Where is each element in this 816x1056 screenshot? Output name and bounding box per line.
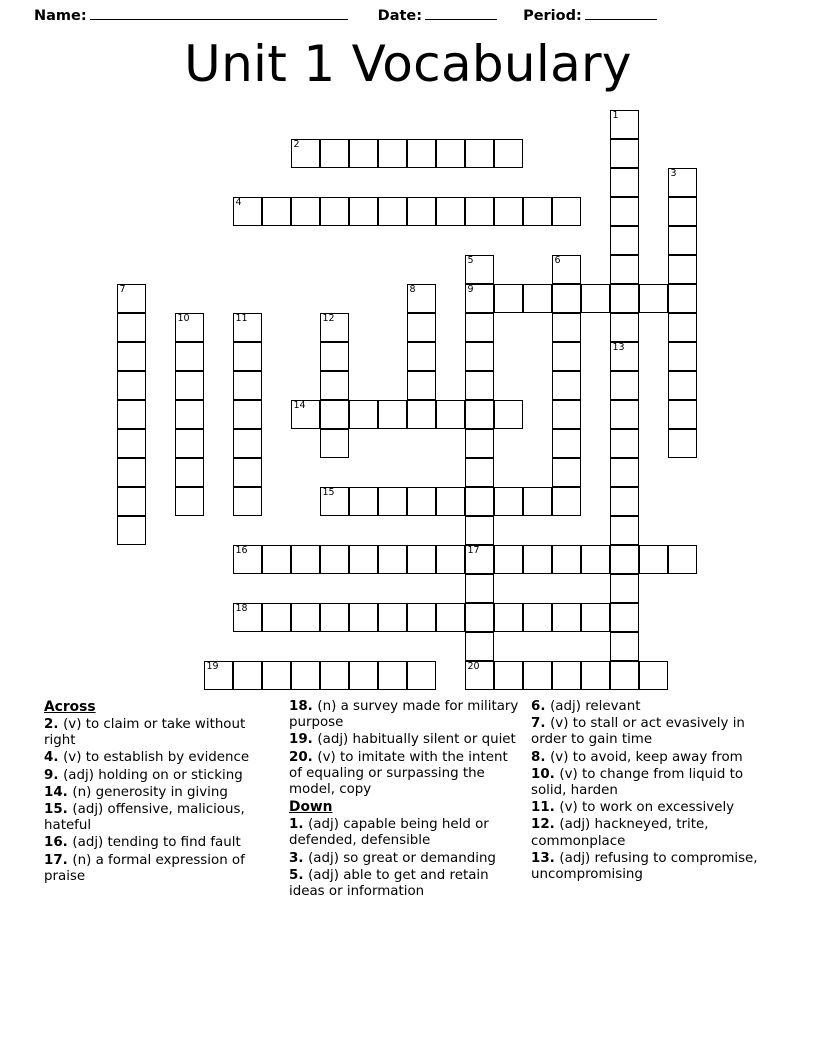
- crossword-cell[interactable]: [610, 313, 639, 342]
- crossword-cell[interactable]: [291, 139, 320, 168]
- crossword-cell-number: 20: [467, 661, 480, 672]
- crossword-cell[interactable]: [610, 255, 639, 284]
- clue-number: 8.: [531, 749, 551, 765]
- clue-number: 4.: [44, 750, 64, 766]
- crossword-cell[interactable]: [610, 632, 639, 661]
- crossword-cell[interactable]: [465, 632, 494, 661]
- crossword-cell[interactable]: [233, 458, 262, 487]
- crossword-cell[interactable]: [465, 139, 494, 168]
- crossword-cell-number: 12: [322, 313, 335, 324]
- crossword-cell[interactable]: [465, 429, 494, 458]
- crossword-cell[interactable]: [668, 429, 697, 458]
- clue-number: 11.: [531, 800, 560, 816]
- crossword-cell[interactable]: [581, 661, 610, 690]
- crossword-cell[interactable]: [581, 603, 610, 632]
- crossword-cell[interactable]: [610, 284, 639, 313]
- clue-text: (v) to change from liquid to solid, harden: [531, 766, 744, 799]
- clue-item: [44, 802, 277, 834]
- crossword-cell[interactable]: [320, 313, 349, 342]
- clue-item: [289, 699, 519, 731]
- crossword-cell[interactable]: [175, 371, 204, 400]
- crossword-cell[interactable]: [436, 603, 465, 632]
- clue-text: (adj) holding on or sticking: [63, 767, 243, 783]
- crossword-cell[interactable]: [668, 226, 697, 255]
- clue-text: (v) to imitate with the intent of equaling or surpassing the model, copy: [289, 749, 508, 798]
- crossword-cell[interactable]: [204, 661, 233, 690]
- crossword-cell[interactable]: [407, 342, 436, 371]
- crossword-cell[interactable]: [233, 313, 262, 342]
- crossword-cell[interactable]: [436, 545, 465, 574]
- down-heading: Down: [289, 799, 333, 816]
- crossword-cell[interactable]: [668, 545, 697, 574]
- clue-item: [289, 868, 519, 900]
- crossword-cell[interactable]: [610, 458, 639, 487]
- clue-item: [289, 750, 519, 799]
- crossword-cell[interactable]: [668, 255, 697, 284]
- crossword-cell[interactable]: [668, 313, 697, 342]
- clue-number: 2.: [44, 717, 64, 732]
- crossword-cell[interactable]: [117, 371, 146, 400]
- clue-number: 12.: [531, 817, 560, 833]
- crossword-cell[interactable]: [639, 661, 668, 690]
- crossword-cell[interactable]: [291, 603, 320, 632]
- crossword-cell[interactable]: [610, 110, 639, 139]
- clue-text: (v) to avoid, keep away from: [550, 749, 743, 765]
- crossword-cell[interactable]: [668, 284, 697, 313]
- clue-text: (adj) offensive, malicious, hateful: [44, 802, 245, 834]
- clue-column-1: [44, 699, 289, 886]
- crossword-cell[interactable]: [117, 516, 146, 545]
- crossword-cell[interactable]: [668, 197, 697, 226]
- crossword-cell[interactable]: [494, 284, 523, 313]
- crossword-cell[interactable]: [117, 458, 146, 487]
- crossword-cell-number: 14: [293, 400, 306, 411]
- clue-column-3: [531, 699, 780, 884]
- clue-number: 1.: [289, 817, 309, 833]
- crossword-cell-number: 9: [467, 284, 474, 295]
- crossword-cell[interactable]: [175, 342, 204, 371]
- crossword-cell[interactable]: [320, 487, 349, 516]
- crossword-cell[interactable]: [407, 371, 436, 400]
- crossword-cell[interactable]: [320, 603, 349, 632]
- crossword-cell[interactable]: [494, 139, 523, 168]
- clue-text: (adj) hackneyed, trite, commonplace: [531, 817, 709, 849]
- clue-item: [531, 750, 768, 766]
- crossword-cell[interactable]: [233, 661, 262, 690]
- clue-item: [531, 851, 768, 883]
- crossword-cell[interactable]: [465, 516, 494, 545]
- crossword-cell-number: 5: [467, 255, 474, 266]
- crossword-cell[interactable]: [494, 603, 523, 632]
- crossword-cell[interactable]: [117, 400, 146, 429]
- crossword-cell[interactable]: [552, 284, 581, 313]
- clue-text: (n) a survey made for military purpose: [289, 699, 519, 731]
- name-label: Name:: [34, 8, 87, 24]
- crossword-cell[interactable]: [465, 313, 494, 342]
- crossword-cell[interactable]: [291, 661, 320, 690]
- crossword-cell[interactable]: [639, 545, 668, 574]
- crossword-cell[interactable]: [233, 603, 262, 632]
- crossword-cell[interactable]: [262, 661, 291, 690]
- crossword-cell-number: 8: [409, 284, 416, 295]
- crossword-cell[interactable]: [262, 197, 291, 226]
- crossword-cell[interactable]: [320, 661, 349, 690]
- crossword-cell[interactable]: [465, 197, 494, 226]
- clue-item: [44, 717, 277, 749]
- crossword-cell[interactable]: [291, 545, 320, 574]
- crossword-cell-number: 16: [235, 545, 248, 556]
- crossword-cell[interactable]: [407, 603, 436, 632]
- crossword-cell[interactable]: [552, 371, 581, 400]
- clue-text: (adj) capable being held or defended, defensible: [289, 817, 489, 849]
- crossword-cell[interactable]: [581, 545, 610, 574]
- clue-number: 18.: [289, 699, 318, 714]
- crossword-cell[interactable]: [320, 429, 349, 458]
- crossword-cell[interactable]: [117, 429, 146, 458]
- crossword-cell[interactable]: [349, 197, 378, 226]
- crossword-cell[interactable]: [465, 661, 494, 690]
- crossword-cell-number: 4: [235, 197, 242, 208]
- crossword-cell[interactable]: [320, 400, 349, 429]
- crossword-cell[interactable]: [465, 342, 494, 371]
- clue-number: 6.: [531, 699, 551, 714]
- crossword-cell[interactable]: [349, 603, 378, 632]
- date-label: Date:: [377, 8, 423, 24]
- crossword-cell[interactable]: [465, 545, 494, 574]
- crossword-cell[interactable]: [436, 487, 465, 516]
- crossword-cell[interactable]: [378, 603, 407, 632]
- crossword-cell[interactable]: [233, 197, 262, 226]
- crossword-cell[interactable]: [465, 603, 494, 632]
- clue-text: (adj) so great or demanding: [308, 850, 496, 866]
- crossword-cell[interactable]: [552, 197, 581, 226]
- clue-number: 19.: [289, 732, 318, 748]
- crossword-cell[interactable]: [465, 371, 494, 400]
- clue-number: 5.: [289, 867, 309, 883]
- crossword-cell-number: 2: [293, 139, 300, 150]
- crossword-cell[interactable]: [349, 487, 378, 516]
- page-title: Unit 1 Vocabulary: [184, 35, 632, 93]
- crossword-cell-number: 6: [554, 255, 561, 266]
- crossword-cell[interactable]: [436, 400, 465, 429]
- crossword-cell[interactable]: [407, 487, 436, 516]
- crossword-cell[interactable]: [610, 371, 639, 400]
- crossword-cell[interactable]: [378, 545, 407, 574]
- crossword-cell[interactable]: [465, 487, 494, 516]
- crossword-cell[interactable]: [233, 487, 262, 516]
- crossword-cell[interactable]: [552, 458, 581, 487]
- clue-item: [44, 768, 277, 784]
- clue-list: [44, 699, 780, 901]
- crossword-cell[interactable]: [175, 400, 204, 429]
- clue-item: [531, 699, 768, 715]
- clue-text: (adj) able to get and retain ideas or information: [289, 867, 489, 900]
- crossword-cell[interactable]: [320, 371, 349, 400]
- crossword-cell[interactable]: [610, 545, 639, 574]
- clue-number: 9.: [44, 767, 64, 783]
- crossword-cell[interactable]: [465, 574, 494, 603]
- crossword-cell[interactable]: [407, 400, 436, 429]
- crossword-cell[interactable]: [378, 139, 407, 168]
- crossword-cell[interactable]: [407, 313, 436, 342]
- clue-item: [289, 817, 519, 849]
- clue-number: 10.: [531, 766, 560, 782]
- crossword-cell[interactable]: [320, 342, 349, 371]
- crossword-cell[interactable]: [668, 400, 697, 429]
- crossword-cell-number: 13: [612, 342, 625, 353]
- clue-text: (v) to stall or act evasively in order to gain time: [531, 716, 745, 748]
- clue-item: [531, 800, 768, 816]
- clue-column-2: [289, 699, 531, 901]
- crossword-cell[interactable]: [465, 255, 494, 284]
- clue-item: [44, 853, 277, 885]
- clue-text: (adj) tending to find fault: [72, 835, 241, 851]
- crossword-cell[interactable]: [465, 400, 494, 429]
- crossword-cell-number: 18: [235, 603, 248, 614]
- crossword-cell[interactable]: [349, 661, 378, 690]
- crossword-cell[interactable]: [436, 139, 465, 168]
- crossword-cell[interactable]: [407, 661, 436, 690]
- crossword-cell[interactable]: [552, 400, 581, 429]
- crossword-cell[interactable]: [610, 487, 639, 516]
- crossword-cell[interactable]: [465, 284, 494, 313]
- crossword-cell[interactable]: [552, 429, 581, 458]
- crossword-cell[interactable]: [552, 545, 581, 574]
- crossword-cell[interactable]: [407, 545, 436, 574]
- crossword-cell-number: 19: [206, 661, 219, 672]
- crossword-cell[interactable]: [407, 284, 436, 313]
- crossword-cell[interactable]: [668, 371, 697, 400]
- crossword-cell[interactable]: [117, 487, 146, 516]
- crossword-cell[interactable]: [378, 487, 407, 516]
- crossword-cell[interactable]: [552, 487, 581, 516]
- crossword-cell[interactable]: [175, 313, 204, 342]
- crossword-cell[interactable]: [117, 342, 146, 371]
- clue-text: (v) to work on excessively: [559, 800, 735, 816]
- across-heading: Across: [44, 699, 96, 715]
- crossword-cell[interactable]: [378, 197, 407, 226]
- clue-number: 14.: [44, 784, 73, 800]
- crossword-cell[interactable]: [494, 545, 523, 574]
- crossword-cell[interactable]: [233, 545, 262, 574]
- crossword-cell[interactable]: [610, 603, 639, 632]
- crossword-cell[interactable]: [233, 371, 262, 400]
- crossword-cell[interactable]: [465, 458, 494, 487]
- clue-text: (v) to claim or take without right: [44, 717, 246, 749]
- clue-item: [44, 835, 277, 851]
- crossword-cell[interactable]: [349, 545, 378, 574]
- crossword-cell[interactable]: [262, 545, 291, 574]
- crossword-cell[interactable]: [610, 139, 639, 168]
- crossword-cell[interactable]: [523, 603, 552, 632]
- crossword-cell[interactable]: [320, 545, 349, 574]
- clue-number: 15.: [44, 802, 73, 818]
- clue-text: (n) a formal expression of praise: [44, 852, 245, 884]
- crossword-cell[interactable]: [610, 197, 639, 226]
- crossword-cell[interactable]: [117, 313, 146, 342]
- crossword-cell[interactable]: [523, 661, 552, 690]
- crossword-cell[interactable]: [610, 516, 639, 545]
- clue-item: [531, 716, 768, 748]
- crossword-cell[interactable]: [610, 342, 639, 371]
- crossword-cell[interactable]: [610, 429, 639, 458]
- crossword-cell[interactable]: [320, 197, 349, 226]
- crossword-cell[interactable]: [378, 661, 407, 690]
- clue-text: (v) to establish by evidence: [63, 750, 250, 766]
- crossword-cell[interactable]: [668, 168, 697, 197]
- crossword-cell[interactable]: [233, 429, 262, 458]
- crossword-cell[interactable]: [610, 661, 639, 690]
- crossword-cell[interactable]: [494, 197, 523, 226]
- crossword-cell[interactable]: [378, 400, 407, 429]
- clue-number: 16.: [44, 835, 73, 851]
- crossword-cell[interactable]: [552, 313, 581, 342]
- crossword-cell[interactable]: [523, 284, 552, 313]
- crossword-cell[interactable]: [407, 197, 436, 226]
- crossword-cell[interactable]: [407, 139, 436, 168]
- crossword-cell[interactable]: [610, 574, 639, 603]
- crossword-cell[interactable]: [610, 400, 639, 429]
- clue-number: 7.: [531, 716, 551, 732]
- clue-number: 20.: [289, 749, 318, 765]
- clue-text: (adj) habitually silent or quiet: [317, 732, 516, 748]
- crossword-cell-number: 3: [670, 168, 677, 179]
- crossword-cell[interactable]: [262, 603, 291, 632]
- crossword-cell[interactable]: [668, 342, 697, 371]
- crossword-cell[interactable]: [610, 226, 639, 255]
- crossword-cell[interactable]: [581, 284, 610, 313]
- clue-item: [289, 732, 519, 748]
- clue-text: (adj) refusing to compromise, uncompromising: [531, 850, 758, 883]
- crossword-cell[interactable]: [552, 603, 581, 632]
- clue-number: 17.: [44, 852, 73, 868]
- crossword-cell[interactable]: [291, 400, 320, 429]
- crossword-cell-number: 17: [467, 545, 480, 556]
- clue-item: [44, 750, 277, 766]
- crossword-cell[interactable]: [349, 400, 378, 429]
- clue-text: (n) generosity in giving: [72, 784, 228, 800]
- crossword-cell[interactable]: [523, 197, 552, 226]
- clue-item: [531, 817, 768, 849]
- clue-item: [44, 785, 277, 801]
- clue-text: (adj) relevant: [550, 699, 641, 714]
- crossword-cell[interactable]: [175, 429, 204, 458]
- crossword-cell[interactable]: [552, 255, 581, 284]
- crossword-cell-number: 10: [177, 313, 190, 324]
- crossword-cell[interactable]: [349, 139, 378, 168]
- crossword-cell[interactable]: [291, 197, 320, 226]
- clue-item: [289, 851, 519, 867]
- crossword-cell[interactable]: [494, 487, 523, 516]
- clue-number: 3.: [289, 850, 309, 866]
- crossword-cell[interactable]: [117, 284, 146, 313]
- crossword-cell-number: 7: [119, 284, 126, 295]
- crossword-cell[interactable]: [552, 342, 581, 371]
- crossword-cell[interactable]: [552, 661, 581, 690]
- crossword-cell[interactable]: [175, 487, 204, 516]
- crossword-cell[interactable]: [494, 661, 523, 690]
- period-label: Period:: [523, 8, 582, 24]
- crossword-cell[interactable]: [494, 400, 523, 429]
- crossword-cell[interactable]: [233, 342, 262, 371]
- crossword-cell-number: 11: [235, 313, 248, 324]
- crossword-cell[interactable]: [610, 168, 639, 197]
- crossword-cell[interactable]: [233, 400, 262, 429]
- crossword-cell-number: 15: [322, 487, 335, 498]
- crossword-cell-number: 1: [612, 110, 619, 121]
- crossword-cell[interactable]: [639, 284, 668, 313]
- crossword-cell[interactable]: [175, 458, 204, 487]
- clue-number: 13.: [531, 850, 560, 866]
- crossword-cell[interactable]: [320, 139, 349, 168]
- clue-item: [531, 767, 768, 799]
- crossword-cell[interactable]: [523, 545, 552, 574]
- crossword-cell[interactable]: [436, 197, 465, 226]
- crossword-cell[interactable]: [523, 487, 552, 516]
